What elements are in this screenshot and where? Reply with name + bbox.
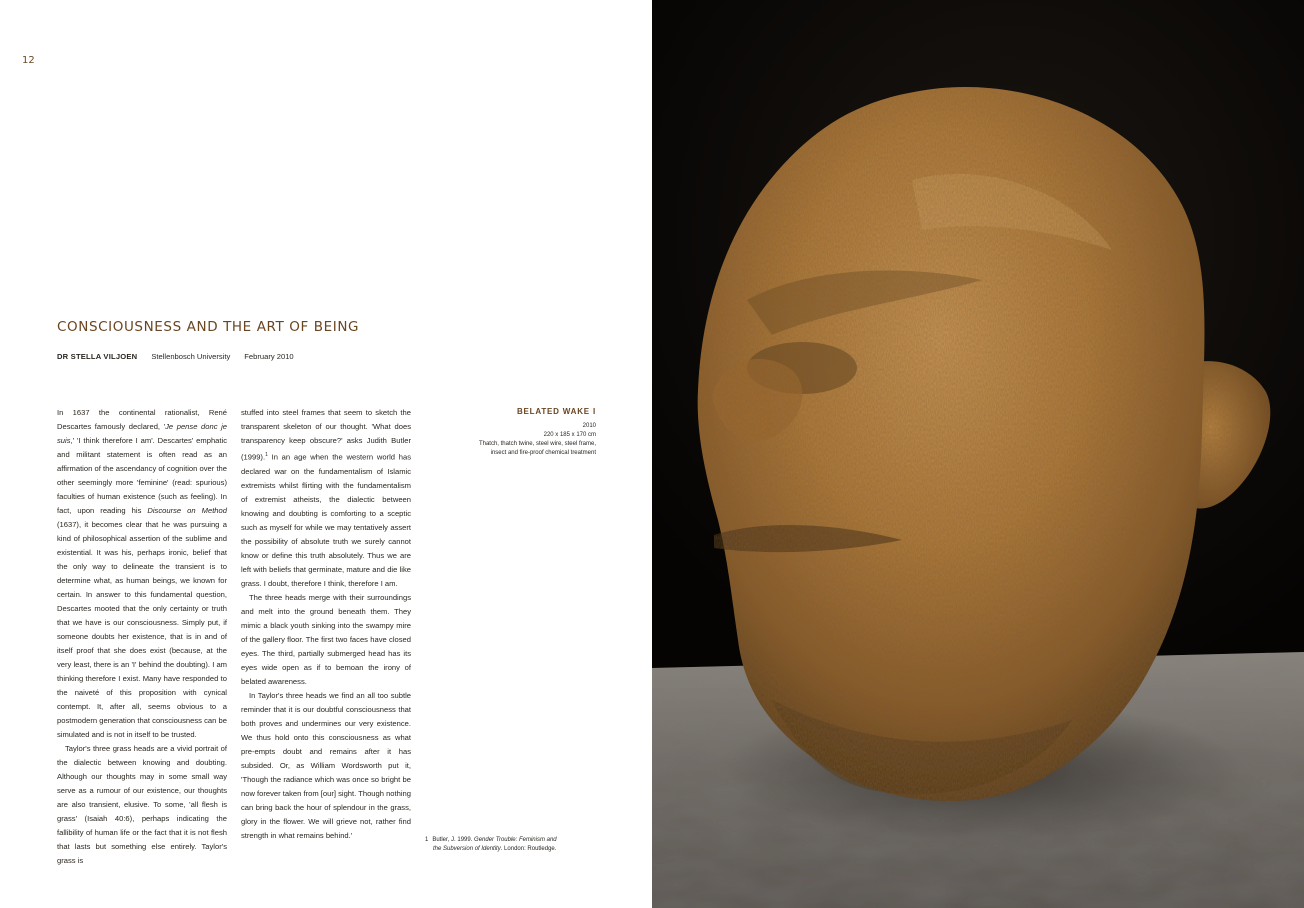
paragraph: Taylor's three grass heads are a vivid portrait of the dialectic between knowing and doubting. Although our thoughts may in some small way serve as a rumour of our existence, our thoughts are also transient, elusive. To some, 'all flesh is grass' (Isaiah 40:6), perhaps indicating the fallibility of human life or the fact that it is not flesh that lasts but something else entirely. Taylor's grass is <box>57 744 227 865</box>
paragraph: In 1637 the continental rationalist, René Descartes famously declared, 'Je pense donc je suis,' 'I think therefore I am'. Descartes' emphatic and militant statement is often read as an affirmation of the ascendancy of cognition over the other seemingly more 'feminine' (read: spurious) faculties of human existence (such as feeling). In fact, upon reading his Discourse on Method (1637), it becomes clear that he was pursuing a kind of philosophical assertion of the sublime and existential. It was his, perhaps ironic, belief that the only way to delineate the transient is to determine what, as human beings, we known for certain. In answer to this fundamental question, Descartes mooted that the only certainty or truth that we have is our consciousness. Simply put, if someone doubts her existence, that is in and of itself proof that she does exist (because, at the very least, there is an 'I' behind the doubting). I am thinking therefore I exist. Many have responded to the naiveté of this proposition with cynical contempt. It, after all, seems obvious to a postmodern generation that consciousness can be simulated and is not in itself to be trusted. <box>57 408 228 739</box>
artwork-materials: Thatch, thatch twine, steel wire, steel frame, <box>478 441 596 447</box>
footnote-reference[interactable]: 1 <box>265 452 268 458</box>
institution: Stellenbosch University <box>151 352 231 361</box>
paragraph: The three heads merge with their surroundings and melt into the ground beneath them. They mimic a black youth sinking into the swampy mire of the gallery floor. The first two faces have closed eyes. The third, partially submerged head has its eyes wide open as if to bemoan the irony of belated awareness. <box>241 592 411 686</box>
paragraph: In Taylor's three heads we find an all too subtle reminder that it is our doubtful consciousness that both proves and undermines our very existence. We thus hold onto this consciousness as what pre-empts doubt and remains after it has subsided. Or, as William Wordsworth put it, 'Though the radiance which was once so bright be now forever taken from [our] sight. Though nothing can bring back the hour of splendour in the grass, glory in the flower. We will grieve not, rather find strength in what remains behind.' <box>241 690 411 840</box>
page-number: 12 <box>22 55 35 66</box>
paragraph: stuffed into steel frames that seem to sketch the transparent skeleton of our thought. 'What does transparency keep obscure?' asks Judith Butler (1999).$^1$ In an age when the western world has declared war on the fundamentalism of Islamic extremists whilst flirting with the fundamentalism of extremist atheists, the dialectic between knowing and doubting is comforting to a sceptic such as myself for while we may tentatively assert the possibility of absolute truth we surely cannot know or define this truth absolutely. Thus we are left with beliefs that germinate, mature and die like grass. I doubt, therefore I think, therefore I am. <box>241 408 411 588</box>
artwork-photo <box>652 0 1304 908</box>
artwork-materials: insect and fire-proof chemical treatment <box>490 450 596 456</box>
article-title: CONSCIOUSNESS AND THE ART OF BEING <box>57 319 360 335</box>
artwork-title: BELATED WAKE I <box>516 407 596 416</box>
publication-date: February 2010 <box>244 352 294 361</box>
footnote-number: 1 <box>425 837 429 843</box>
byline <box>57 352 308 361</box>
artwork-year: 2010 <box>582 423 596 429</box>
body-column-2 <box>241 406 411 843</box>
artwork-caption <box>430 406 596 458</box>
author-name: DR STELLA VILJOEN <box>57 352 138 361</box>
body-column-1 <box>57 406 227 868</box>
footnote: 1 Butler, J. 1999. Gender Trouble: Feminism and the Subversion of Identity. London: Routledge. <box>425 837 557 852</box>
artwork-dimensions: 220 x 185 x 170 cm <box>543 432 596 438</box>
